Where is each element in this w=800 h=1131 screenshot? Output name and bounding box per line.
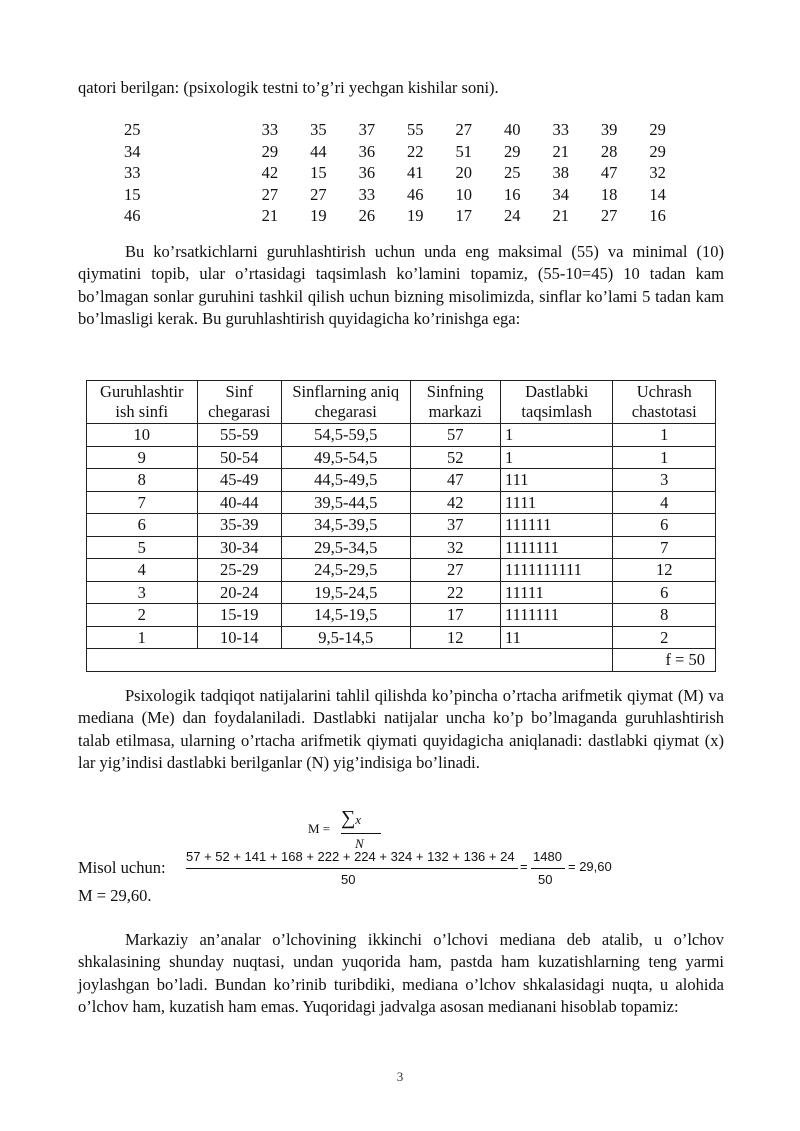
paragraph-mean: Psixologik tadqiqot natijalarini tahlil qilishda ko’pincha o’rtacha arifmetik qiymat (M) va mediana (Me) dan foydalaniladi. Dastlabki natijalar uncha ko’p bo’lmaganda guruhlashtirish talab etilmasa, ularning o’rtacha arifmetik qiymati quyidagicha aniqlanadi: dastlabki qiymat (x) lar yig’indisi dastlabki berilganlar (N) yig’indisiga bo’linadi. [78, 686, 724, 773]
number-cell: 41 [407, 163, 424, 182]
number-cell: 46 [407, 184, 424, 204]
table-row [87, 491, 716, 514]
group-class-cell: 7 [87, 491, 198, 514]
total-blank-cell [87, 649, 613, 672]
frequency-cell: 2 [613, 626, 716, 649]
class-limit-cell: 50-54 [197, 446, 281, 469]
total-frequency: f = 50 [613, 649, 716, 672]
number-cell: 29 [649, 141, 666, 161]
frequency-cell: 12 [613, 559, 716, 582]
group-class-cell: 10 [87, 424, 198, 447]
number-cell: 27 [261, 184, 279, 204]
table-row [87, 469, 716, 492]
number-cell: 35 [310, 120, 327, 139]
number-cell: 44 [310, 141, 327, 161]
tally-cell: 1 [500, 424, 613, 447]
table-row [87, 559, 716, 582]
table-row [87, 604, 716, 627]
number-cell: 15 [124, 184, 141, 204]
sigma-icon: ∑ [341, 807, 356, 829]
class-limit-cell: 45-49 [197, 469, 281, 492]
number-cell: 38 [552, 163, 569, 182]
number-cell: 19 [310, 206, 327, 225]
example-fraction-bar [186, 868, 518, 869]
number-cell: 20 [455, 163, 473, 182]
exact-limit-cell: 34,5-39,5 [281, 514, 410, 537]
number-cell: 37 [358, 120, 376, 139]
header-class-center: Sinfning markazi [410, 381, 500, 424]
exact-limit-cell: 44,5-49,5 [281, 469, 410, 492]
number-cell: 19 [407, 206, 424, 225]
number-cell: 21 [552, 141, 569, 161]
example-sum: 1480 [533, 849, 562, 864]
number-cell: 42 [261, 163, 279, 182]
class-limit-cell: 25-29 [197, 559, 281, 582]
class-center-cell: 17 [410, 604, 500, 627]
number-cell: 39 [600, 120, 618, 139]
header-frequency: Uchrash chastotasi [613, 381, 716, 424]
exact-limit-cell: 54,5-59,5 [281, 424, 410, 447]
class-center-cell: 27 [410, 559, 500, 582]
number-cell: 34 [552, 184, 569, 204]
table-row [87, 581, 716, 604]
table-row [87, 626, 716, 649]
formula-lhs: M = [308, 821, 331, 836]
example-denominator: 50 [341, 872, 356, 887]
number-cell: 33 [124, 163, 141, 182]
exact-limit-cell: 39,5-44,5 [281, 491, 410, 514]
group-class-cell: 8 [87, 469, 198, 492]
number-cell: 25 [124, 120, 141, 139]
formula-var: x [355, 812, 362, 827]
number-cell: 55 [407, 120, 424, 139]
number-cell: 15 [310, 163, 327, 182]
exact-limit-cell: 14,5-19,5 [281, 604, 410, 627]
class-limit-cell: 35-39 [197, 514, 281, 537]
formula-numerator [341, 807, 361, 830]
paragraph-grouping: Bu ko’rsatkichlarni guruhlashtirish uchun unda eng maksimal (55) va minimal (10) qiymatini topib, ular o’rtasidagi taqsimlash ko’lamini topamiz, (55-10=45) 10 tadan kam bo’lmagan sonlar guruhini tashkil qilish uchun bizning misolimizda, sinflar ko’lami 5 tadan kam bo’lmasligi kerak. Bu guruhlashtirish quyidagicha ko’rinishga ega: [78, 242, 724, 329]
class-center-cell: 12 [410, 626, 500, 649]
group-class-cell: 4 [87, 559, 198, 582]
class-limit-cell: 10-14 [197, 626, 281, 649]
table-row [87, 536, 716, 559]
group-class-cell: 6 [87, 514, 198, 537]
raw-numbers-grid [78, 119, 698, 227]
number-cell: 17 [455, 206, 473, 225]
class-limit-cell: 30-34 [197, 536, 281, 559]
exact-limit-cell: 9,5-14,5 [281, 626, 410, 649]
example-label: Misol uchun: [78, 858, 166, 877]
number-cell: 22 [407, 141, 424, 161]
number-cell: 14 [649, 184, 666, 204]
example-equals: = [520, 859, 528, 874]
number-row [78, 205, 698, 227]
page-number: 3 [396, 1069, 404, 1084]
class-center-cell: 42 [410, 491, 500, 514]
exact-limit-cell: 29,5-34,5 [281, 536, 410, 559]
class-center-cell: 32 [410, 536, 500, 559]
number-cell: 27 [455, 120, 473, 139]
number-cell: 27 [600, 206, 618, 225]
number-cell: 25 [503, 163, 521, 182]
tally-cell: 11111 [500, 581, 613, 604]
number-cell: 34 [124, 141, 141, 161]
intro-line: qatori berilgan: (psixologik testni to’g’ri yechgan kishilar soni). [78, 78, 499, 97]
number-cell: 28 [600, 141, 618, 161]
frequency-cell: 1 [613, 424, 716, 447]
table-row [87, 424, 716, 447]
number-cell: 18 [600, 184, 618, 204]
group-class-cell: 5 [87, 536, 198, 559]
number-cell: 47 [600, 163, 618, 182]
class-limit-cell: 15-19 [197, 604, 281, 627]
number-cell: 36 [358, 141, 376, 161]
frequency-cell: 3 [613, 469, 716, 492]
number-cell: 36 [358, 163, 376, 182]
example-result: = 29,60 [568, 859, 612, 874]
number-row [78, 162, 698, 184]
example-fraction-bar-2 [531, 868, 565, 869]
exact-limit-cell: 49,5-54,5 [281, 446, 410, 469]
class-limit-cell: 40-44 [197, 491, 281, 514]
frequency-cell: 1 [613, 446, 716, 469]
header-class-limit: Sinf chegarasi [197, 381, 281, 424]
example-numerator: 57 + 52 + 141 + 168 + 222 + 224 + 324 + 132 + 136 + 24 [186, 849, 515, 864]
number-row [78, 184, 698, 206]
number-cell: 51 [455, 141, 473, 161]
number-cell: 46 [124, 206, 141, 225]
number-cell: 29 [649, 120, 666, 139]
frequency-table [86, 380, 716, 672]
frequency-cell: 6 [613, 581, 716, 604]
example-denominator-2: 50 [538, 872, 553, 887]
table-header-row [87, 381, 716, 424]
number-cell: 33 [358, 184, 376, 204]
tally-cell: 111111 [500, 514, 613, 537]
exact-limit-cell: 19,5-24,5 [281, 581, 410, 604]
number-cell: 21 [261, 206, 279, 225]
class-center-cell: 47 [410, 469, 500, 492]
number-row [78, 141, 698, 163]
tally-cell: 111 [500, 469, 613, 492]
number-cell: 10 [455, 184, 473, 204]
class-center-cell: 57 [410, 424, 500, 447]
number-cell: 16 [503, 184, 521, 204]
number-cell: 33 [552, 120, 569, 139]
header-group-class: Guruhlashtir ish sinfi [87, 381, 198, 424]
number-row [78, 119, 698, 141]
class-limit-cell: 20-24 [197, 581, 281, 604]
class-center-cell: 22 [410, 581, 500, 604]
tally-cell: 1111111 [500, 536, 613, 559]
tally-cell: 1111111111 [500, 559, 613, 582]
number-cell: 16 [649, 206, 666, 225]
number-cell: 29 [261, 141, 279, 161]
header-exact-limit: Sinflarning aniq chegarasi [281, 381, 410, 424]
frequency-cell: 6 [613, 514, 716, 537]
table-row [87, 446, 716, 469]
group-class-cell: 9 [87, 446, 198, 469]
formula-denominator: N [355, 836, 364, 851]
number-cell: 29 [503, 141, 521, 161]
header-initial-tally: Dastlabki taqsimlash [500, 381, 613, 424]
tally-cell: 1111 [500, 491, 613, 514]
table-total-row [87, 649, 716, 672]
number-cell: 26 [358, 206, 376, 225]
frequency-cell: 7 [613, 536, 716, 559]
frequency-cell: 8 [613, 604, 716, 627]
table-row [87, 514, 716, 537]
number-cell: 40 [503, 120, 521, 139]
paragraph-median: Markaziy an’analar o’lchovining ikkinchi o’lchovi mediana deb atalib, u o’lchov shkalasining shunday nuqtasi, undan yuqorida ham, pastda ham kuzatishlarning teng yarmi joylashgan bo’ladi. Bundan ko’rinib turibdiki, mediana o’lchov shkalasidagi nuqta, u alohida o’lchov ham, kuzatish ham emas. Yuqoridagi jadvalga asosan medianani hisoblab topamiz: [78, 930, 724, 1017]
tally-cell: 1 [500, 446, 613, 469]
tally-cell: 1111111 [500, 604, 613, 627]
class-limit-cell: 55-59 [197, 424, 281, 447]
class-center-cell: 37 [410, 514, 500, 537]
group-class-cell: 1 [87, 626, 198, 649]
frequency-cell: 4 [613, 491, 716, 514]
number-cell: 27 [310, 184, 327, 204]
mean-result: M = 29,60. [78, 886, 152, 905]
formula-fraction-bar [341, 833, 381, 834]
number-cell: 24 [503, 206, 521, 225]
number-cell: 32 [649, 163, 666, 182]
exact-limit-cell: 24,5-29,5 [281, 559, 410, 582]
number-cell: 33 [261, 120, 279, 139]
group-class-cell: 2 [87, 604, 198, 627]
tally-cell: 11 [500, 626, 613, 649]
group-class-cell: 3 [87, 581, 198, 604]
number-cell: 21 [552, 206, 569, 225]
class-center-cell: 52 [410, 446, 500, 469]
